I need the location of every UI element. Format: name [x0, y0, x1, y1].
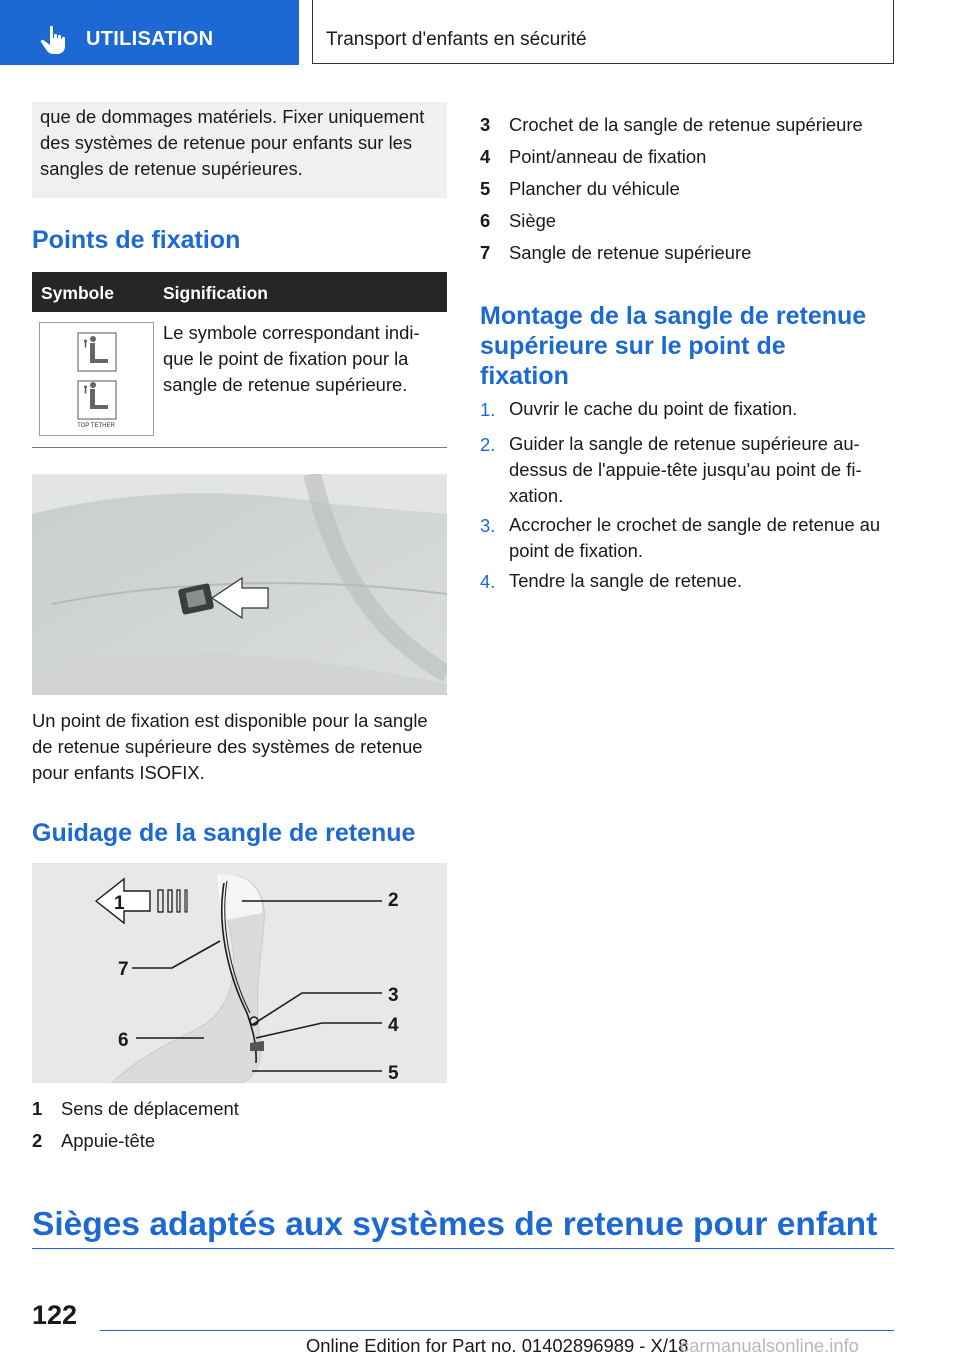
legend-num: 5 [480, 178, 491, 199]
watermark: carmanualsonline.info [680, 1335, 859, 1356]
points-fixation-heading: Points de fixation [32, 226, 241, 254]
diagram-label-1: 1 [114, 893, 125, 914]
top-tether-symbol [39, 322, 154, 436]
diagram-label-6: 6 [118, 1030, 129, 1051]
legend-text: Crochet de la sangle de retenue supérieure [509, 114, 863, 135]
hand-pointer-icon [38, 24, 70, 56]
legend-num: 7 [480, 242, 491, 263]
fixation-point-photo [32, 474, 447, 695]
legend-text: Sangle de retenue supérieure [509, 242, 752, 263]
step-text: Accrocher le crochet de sangle de retenue au point de fixation. [509, 514, 881, 561]
montage-heading-line-3: fixation [480, 362, 569, 390]
montage-heading-line-2: supérieure sur le point de [480, 332, 786, 360]
table-header-meaning: Signification [163, 283, 268, 303]
legend-num: 2 [32, 1130, 43, 1151]
table-meaning-text: Le symbole correspondant indi-que le point de fixation pour la sangle de retenue supérieure. [163, 322, 420, 395]
step-text: Guider la sangle de retenue supérieure au-dessus de l'appuie-tête jusqu'au point de fi-xation. [509, 433, 862, 506]
montage-heading-line-1: Montage de la sangle de retenue [480, 302, 867, 330]
top-tether-label: TOP TETHER [77, 423, 115, 429]
subsection-title: Transport d'enfants en sécurité [326, 29, 587, 50]
step-number: 3. [480, 515, 496, 536]
guidage-heading: Guidage de la sangle de retenue [32, 819, 416, 847]
step-number: 2. [480, 434, 496, 455]
legend-text: Siège [509, 210, 557, 231]
warning-note-text: que de dommages matériels. Fixer uniquement des systèmes de retenue pour enfants sur les sangles de retenue supérieures. [40, 106, 425, 179]
child-seat-anchor-icon [40, 323, 153, 435]
page-number: 122 [32, 1300, 78, 1330]
diagram-label-5: 5 [388, 1063, 399, 1083]
table-header-symbol: Symbole [41, 283, 114, 303]
step-text: Ouvrir le cache du point de fixation. [509, 398, 798, 419]
legend-text: Point/anneau de fixation [509, 146, 707, 167]
section-heading: Sièges adaptés aux systèmes de retenue pour enfant [32, 1206, 878, 1243]
legend-text: Appuie-tête [61, 1130, 156, 1151]
legend-num: 6 [480, 210, 491, 231]
legend-num: 3 [480, 114, 491, 135]
legend-num: 1 [32, 1098, 43, 1119]
section-title: UTILISATION [86, 28, 214, 50]
diagram-label-3: 3 [388, 985, 399, 1006]
legend-text: Sens de déplacement [61, 1098, 239, 1119]
fixation-paragraph: Un point de fixation est disponible pour la sangle de retenue supérieure des systèmes de retenue pour enfants ISOFIX. [32, 710, 428, 783]
legend-text: Plancher du véhicule [509, 178, 680, 199]
diagram-label-7: 7 [118, 959, 129, 980]
table-bottom-rule [32, 447, 447, 448]
diagram-label-4: 4 [388, 1015, 399, 1036]
legend-num: 4 [480, 146, 491, 167]
section-heading-rule [32, 1248, 894, 1249]
step-number: 4. [480, 571, 496, 592]
tether-routing-diagram [32, 863, 447, 1083]
step-text: Tendre la sangle de retenue. [509, 570, 743, 591]
footer-rule [100, 1330, 894, 1331]
diagram-label-2: 2 [388, 890, 399, 911]
footer-edition: Online Edition for Part no. 01402896989 - X/18 [306, 1335, 689, 1356]
step-number: 1. [480, 399, 496, 420]
